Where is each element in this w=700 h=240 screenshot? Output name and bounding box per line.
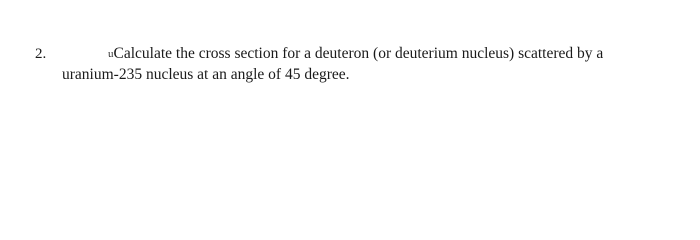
question-text-line-1-content: Calculate the cross section for a deuteron (or deuterium nucleus) scattered by a [113,45,604,62]
question-text-line-1 [108,45,603,63]
question-text-line-2: uranium-235 nucleus at an angle of 45 degree. [62,66,350,83]
question-block [0,0,700,117]
stray-mark: u [108,48,113,60]
question-number: 2. [35,46,47,62]
